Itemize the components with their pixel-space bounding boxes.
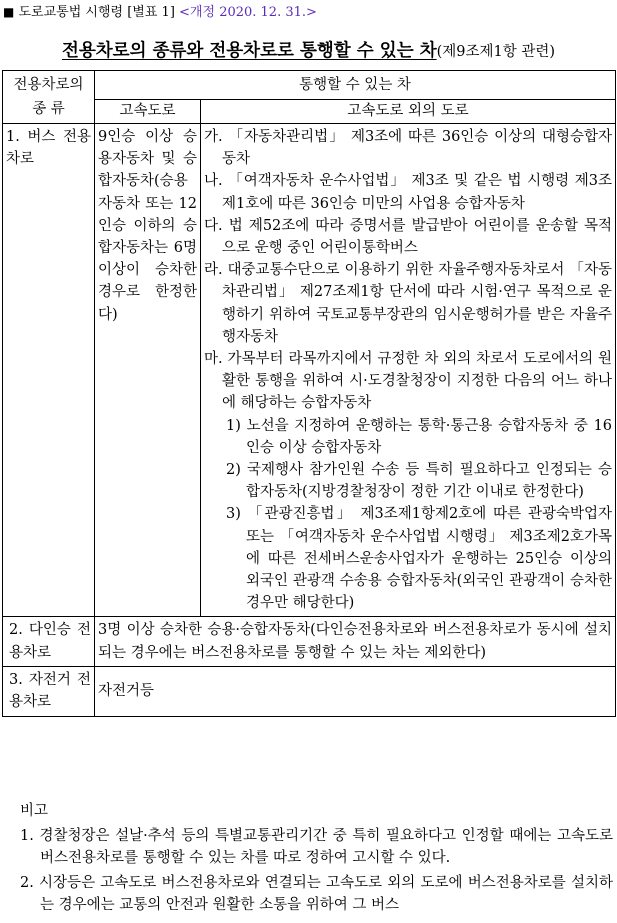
table-row [3, 617, 616, 666]
notes-section [2, 800, 613, 917]
annex-label: [별표 1] [127, 5, 175, 20]
sub-list-item: 1) 노선을 지정하여 운행하는 통학·통근용 승합자동차 중 16인승 이상 승합자동차 [226, 417, 613, 456]
sub-list-item: 2) 국제행사 참가인원 수송 등 특히 필요하다고 인정되는 승합자동차(지방경찰청장이 정한 기간 이내로 한정한다) [226, 462, 613, 501]
square-bullet-icon: ■ [3, 5, 15, 19]
title-sub: (제9조제1항 관련) [436, 44, 556, 60]
col-highway-header: 고속도로 [95, 99, 201, 123]
list-item: 다. 법 제52조에 따라 증명서를 발급받아 어린이를 운송할 목적으로 운행 중인 어린이통학버스 [204, 217, 613, 257]
row-allowed-cell: 자전거등 [95, 666, 616, 716]
table-subheader-row [3, 99, 616, 123]
title-main: 전용차로의 종류와 전용차로로 통행할 수 있는 차 [61, 41, 437, 61]
col-type-header: 전용차로의 종 류 [3, 71, 95, 124]
col-other-header: 고속도로 외의 도로 [201, 99, 616, 123]
list-item: 마. 가목부터 라목까지에서 규정한 차 외의 차로서 도로에서의 원활한 통행을 위하여 시·도경찰청장이 지정한 다음의 어느 하나에 해당하는 승합자동차 [204, 351, 613, 412]
list-item: 라. 대중교통수단으로 이용하기 위한 자율주행자동차로서 「자동차관리법」 제27조제1항 단서에 따라 시험·연구 목적으로 운행하기 위하여 국토교통부장관의 임시운행허가를 받은 자율주행자동차 [204, 262, 613, 345]
row-type-cell: 3. 자전거 전용차로 [3, 666, 95, 716]
row-type-cell: 1. 버스 전용차로 [3, 124, 95, 617]
notes-heading: 비고 [20, 803, 49, 819]
row-type-cell: 2. 다인승 전용차로 [3, 617, 95, 666]
note-item: 1. 경찰청장은 설날·추석 등의 특별교통관리기간 중 특히 필요하다고 인정할 때에는 고속도로 버스전용차로를 통행할 수 있는 차를 따로 정하여 고시할 수 있다. [20, 827, 613, 866]
lane-table [2, 70, 616, 717]
table-row [3, 124, 616, 617]
document-header [3, 1, 317, 20]
list-item: 가. 「자동차관리법」 제3조에 따른 36인승 이상의 대형승합자동차 [204, 129, 613, 168]
row-other-cell [201, 124, 616, 617]
col-allowed-header: 통행할 수 있는 차 [95, 71, 616, 100]
list-item: 나. 「여객자동차 운수사업법」 제3조 및 같은 법 시행령 제3조제1호에 따른 36인승 미만의 사업용 승합자동차 [204, 173, 613, 212]
row-allowed-cell: 3명 이상 승차한 승용·승합자동차(다인승전용차로와 버스전용차로가 동시에 설치되는 경우에는 버스전용차로를 통행할 수 있는 차는 제외한다) [95, 617, 616, 666]
row-highway-cell: 9인승 이상 승용자동차 및 승합자동차(승용자동차 또는 12인승 이하의 승합자동차는 6명 이상이 승차한 경우로 한정한다) [95, 124, 201, 617]
page-title [0, 37, 617, 62]
table-header-row [3, 71, 616, 100]
revision-date: <개정 2020. 12. 31.> [179, 5, 317, 20]
note-item: 2. 시장등은 고속도로 버스전용차로와 연결되는 고속도로 외의 도로에 버스전용차로를 설치하는 경우에는 교통의 안전과 원활한 소통을 위하여 그 버스 [20, 874, 613, 913]
sub-list-item: 3) 「관광진흥법」 제3조제1항제2호에 따른 관광숙박업자 또는 「여객자동차 운수사업법 시행령」 제3조제2호가목에 따른 전세버스운송사업자가 운행하는 25인승 이상의 외국인 관광객 수송용 승합자동차(외국인 관광객이 승차한 경우만 해당한다) [226, 506, 613, 612]
law-name: 도로교통법 시행령 [18, 5, 124, 20]
table-row [3, 666, 616, 716]
